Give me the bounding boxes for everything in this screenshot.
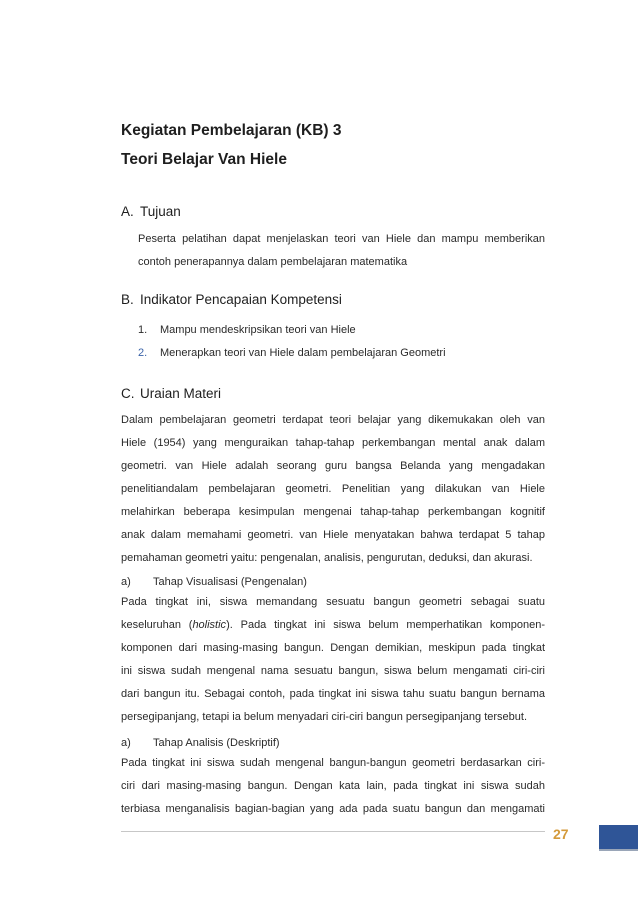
paragraph-line: ini siswa sudah mengenal nama sesuatu bangun, siswa belum mengamati ciri-ciri <box>121 665 545 677</box>
list-text: Mampu mendeskripsikan teori van Hiele <box>160 324 356 336</box>
paragraph-line: penelitiandalam pembelajaran geometri. Penelitian yang dilakukan van Hiele <box>121 483 545 495</box>
footer-corner-block <box>599 825 638 849</box>
section-a-paragraph <box>138 228 545 274</box>
list-item <box>138 324 356 336</box>
paragraph-line: pemahaman geometri yaitu: pengenalan, analisis, pengurutan, deduksi, dan akurasi. <box>121 552 533 564</box>
paragraph-line: Peserta pelatihan dapat menjelaskan teori van Hiele dan mampu memberikan <box>138 233 545 245</box>
paragraph-line: geometri. van Hiele adalah seorang guru bangsa Belanda yang mengadakan <box>121 460 545 472</box>
paragraph-line: dari bangun itu. Sebagai contoh, pada tingkat ini siswa tahu suatu bangun bernama <box>121 688 545 700</box>
section-b-title: Indikator Pencapaian Kompetensi <box>140 292 342 307</box>
paragraph-line: Dalam pembelajaran geometri terdapat teori belajar yang dikemukakan oleh van <box>121 414 545 426</box>
section-c-letter: C. <box>121 386 135 401</box>
stage-analysis-paragraph <box>121 752 545 821</box>
stage-label: a) <box>121 737 131 749</box>
paragraph-line: Hiele (1954) yang menguraikan tahap-tahap perkembangan mental anak dalam <box>121 437 545 449</box>
chapter-title: Kegiatan Pembelajaran (KB) 3 <box>121 122 342 139</box>
section-b-heading <box>121 292 342 307</box>
section-a-heading <box>121 204 181 219</box>
section-c-title: Uraian Materi <box>140 386 222 401</box>
paragraph-line: contoh penerapannya dalam pembelajaran matematika <box>138 256 408 268</box>
list-number: 2. <box>138 347 148 359</box>
section-c-heading <box>121 386 221 401</box>
section-a-title: Tujuan <box>140 204 181 219</box>
paragraph-line: anak dalam memahami geometri. van Hiele menyatakan bahwa terdapat 5 tahap <box>121 529 545 541</box>
stage-title: Tahap Visualisasi (Pengenalan) <box>153 576 307 588</box>
section-c-paragraph <box>121 409 545 570</box>
list-text: Menerapkan teori van Hiele dalam pembelajaran Geometri <box>160 347 446 359</box>
paragraph-line: keseluruhan (holistic). Pada tingkat ini siswa belum memperhatikan komponen- <box>121 619 545 631</box>
paragraph-line: terbiasa menganalisis bagian-bagian yang ada pada suatu bangun dan mengamati <box>121 803 545 815</box>
stage-visualization-heading <box>121 576 307 588</box>
paragraph-line: komponen dari masing-masing bangun. Dengan demikian, meskipun pada tingkat <box>121 642 545 654</box>
paragraph-line: persegipanjang, tetapi ia belum menyadari ciri-ciri bangun persegipanjang tersebut. <box>121 711 528 723</box>
section-b-letter: B. <box>121 292 134 307</box>
paragraph-line: Pada tingkat ini, siswa memandang sesuatu bangun geometri sebagai suatu <box>121 596 545 608</box>
page-number: 27 <box>553 826 569 842</box>
paragraph-line: melahirkan beberapa kesimpulan mengenai tahap-tahap perkembangan kognitif <box>121 506 545 518</box>
list-item <box>138 347 446 359</box>
stage-label: a) <box>121 576 131 588</box>
section-a-letter: A. <box>121 204 134 219</box>
stage-visualization-paragraph <box>121 591 545 729</box>
list-number: 1. <box>138 324 148 336</box>
chapter-subtitle: Teori Belajar Van Hiele <box>121 151 287 168</box>
paragraph-line: ciri dari masing-masing bangun. Dengan kata lain, pada tingkat ini siswa sudah <box>121 780 545 792</box>
paragraph-line: Pada tingkat ini siswa sudah mengenal bangun-bangun geometri berdasarkan ciri- <box>121 757 545 769</box>
stage-title: Tahap Analisis (Deskriptif) <box>153 737 280 749</box>
stage-analysis-heading <box>121 737 280 749</box>
emphasis-term: holistic <box>192 619 227 631</box>
footer-divider <box>121 831 545 832</box>
